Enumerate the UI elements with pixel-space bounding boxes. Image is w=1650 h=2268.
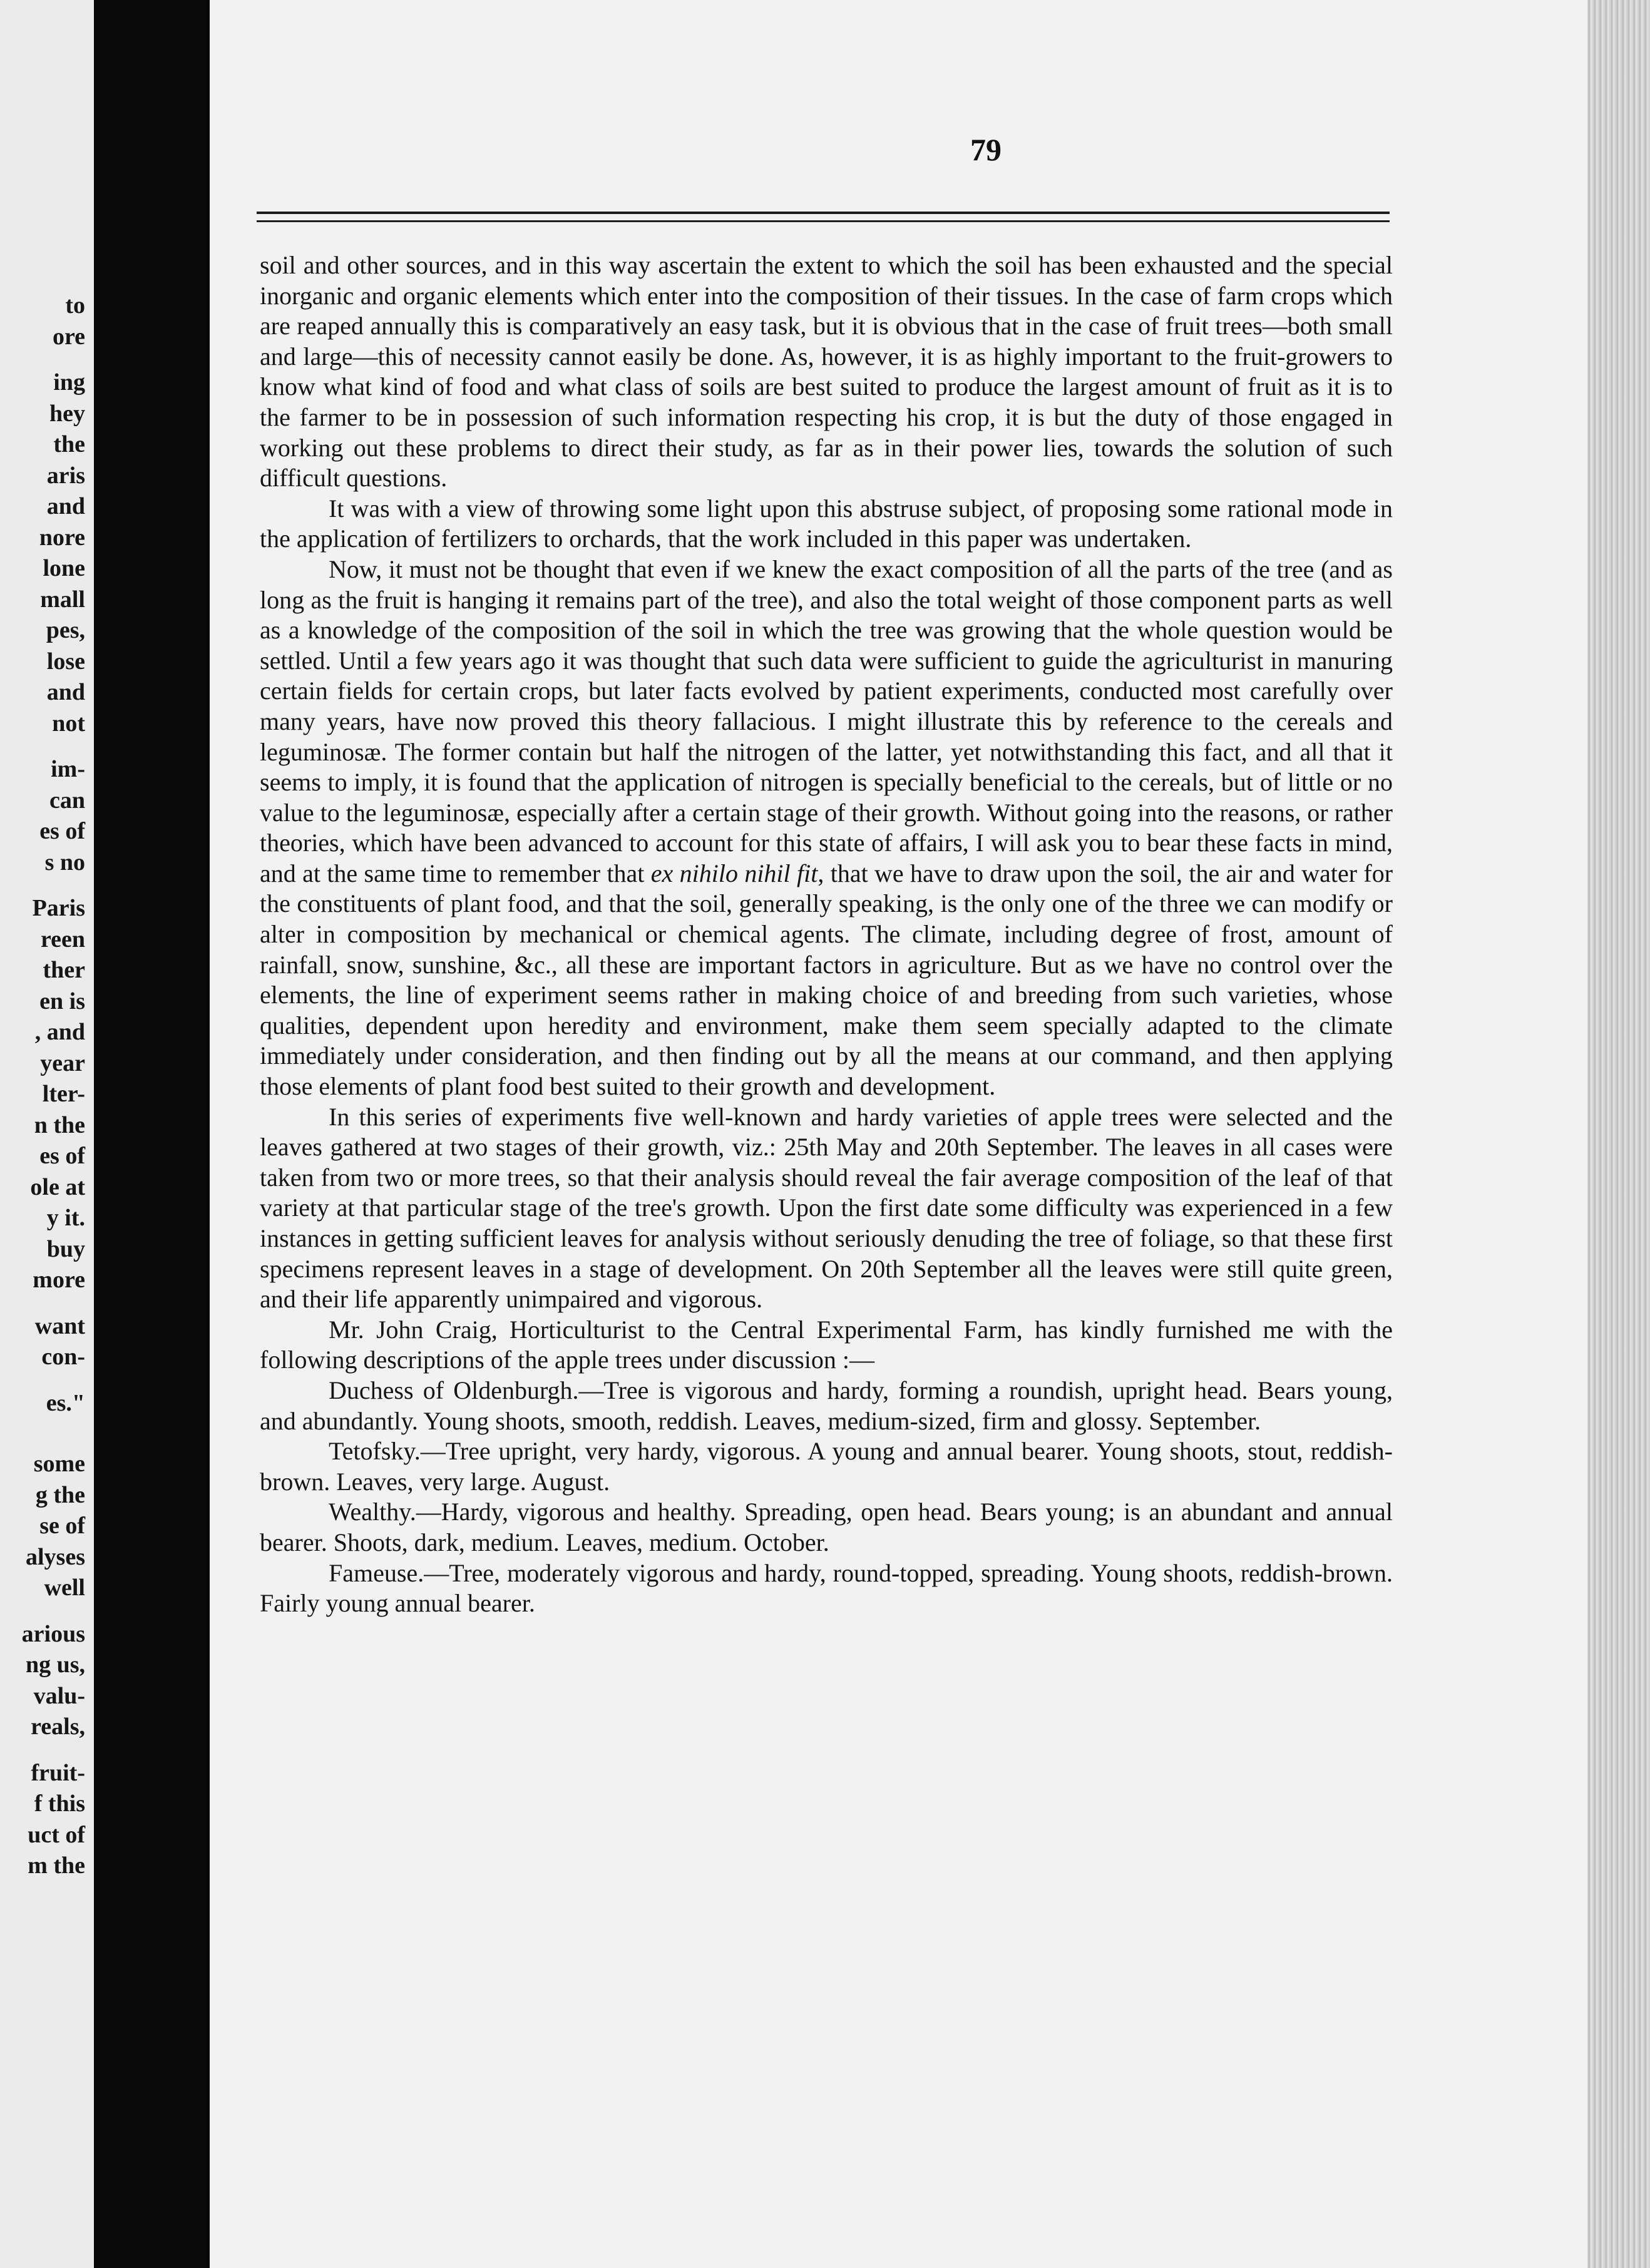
facing-page-fragment: pes, bbox=[46, 617, 85, 643]
facing-page-fragment: n the bbox=[34, 1111, 85, 1138]
facing-page-fragment: not bbox=[52, 710, 85, 737]
facing-page-fragment: es of bbox=[39, 818, 85, 844]
facing-page-text-fragments bbox=[0, 275, 94, 1882]
facing-page-fragment: and bbox=[46, 493, 85, 519]
facing-page-fragment: uct of bbox=[28, 1821, 85, 1848]
facing-page-fragment: ther bbox=[43, 957, 85, 983]
facing-page-fragment: lone bbox=[43, 555, 85, 581]
facing-page-fragment: lose bbox=[46, 648, 85, 675]
facing-page-fragment: some bbox=[33, 1451, 85, 1477]
facing-page-fragment: buy bbox=[46, 1235, 85, 1262]
facing-page-fragment: se of bbox=[39, 1513, 85, 1539]
facing-page-fragment: want bbox=[34, 1312, 85, 1339]
facing-page-fragment: reen bbox=[40, 926, 85, 953]
facing-page-fragment: nore bbox=[39, 524, 85, 551]
header-rule bbox=[257, 212, 1390, 222]
facing-page-fragment: f this bbox=[34, 1790, 85, 1817]
facing-page-fragment: ore bbox=[52, 323, 85, 350]
latin-phrase: ex nihilo nihil fit bbox=[650, 859, 818, 887]
paragraph-3-part-1: Now, it must not be thought that even if we knew the exact composition of all the parts of the tree (and as long as the fruit is hanging it remains part of the tree), and also the total weight of those component parts as well as a knowledge of the composition of the soil in which the tree was growing that the whole question would be settled. Until a few years ago it was thought that such data were sufficient to guide the agriculturist in manuring certain fields for certain crops, but later facts evolved by patient experiments, conducted most carefully over many years, have now proved this theory fallacious. I might illustrate this by reference to the cereals and leguminosæ. The former contain but half the nitrogen of the latter, yet notwithstanding this fact, and all that it seems to imply, it is found that the application of nitrogen is specially beneficial to the cereals, but of little or no value to the leguminosæ, especially after a certain stage of their growth. Without going into the reasons, or rather theories, which have been advanced to account for this state of affairs, I will ask you to bear these facts in mind, and at the same time to remember that bbox=[260, 554, 1393, 887]
facing-page-fragment: , and bbox=[34, 1019, 85, 1045]
facing-page-fragment bbox=[0, 1434, 94, 1449]
facing-page-fragment: valu- bbox=[33, 1682, 85, 1709]
page-fore-edge bbox=[1587, 0, 1650, 2268]
paragraph-1: soil and other sources, and in this way ascertain the extent to which the soil has been exhausted and the special inorganic and organic elements which enter into the composition of their tissues. In the case of farm crops which are reaped annually this is comparatively an easy task, but it is obvious that in the case of fruit trees—both small and large—this of necessity cannot easily be done. As, however, it is as highly important to the fruit-growers to know what kind of food and what class of soils are best suited to produce the largest amount of fruit as it is to the farmer to be in possession of such information respecting his crop, it is but the duty of those engaged in working out these problems to direct their study, as far as in their power lies, towards the solution of such difficult questions. bbox=[260, 251, 1393, 493]
facing-page-fragment: im- bbox=[51, 756, 85, 782]
facing-page-fragment bbox=[0, 352, 94, 367]
facing-page-fragment: es of bbox=[39, 1143, 85, 1169]
paragraph-3 bbox=[260, 554, 1393, 1102]
paragraph-3-part-2: , that we have to draw upon the soil, the air and water for the constituents of plant food, and that the soil, generally speaking, is the only one of the three we can modify or alter in composition by mechanical or chemical agents. The climate, including degree of frost, amount of rainfall, snow, sunshine, &c., all these are important factors in agriculture. But as we have no control over the elements, the line of experiment seems rather in making choice of and breeding from such varieties, whose qualities, dependent upon heredity and environment, make them seem specially adapted to the climate immediately under consideration, and then finding out by all the means at our command, and then applying those elements of plant food best suited to their growth and development. bbox=[260, 859, 1393, 1101]
facing-page-fragment: year bbox=[40, 1050, 85, 1076]
facing-page-fragment: fruit- bbox=[31, 1759, 85, 1786]
facing-page-fragment: en is bbox=[39, 988, 85, 1014]
facing-page-fragment: s no bbox=[44, 849, 85, 876]
facing-page-fragment: y it. bbox=[46, 1205, 85, 1231]
facing-page-fragment: m the bbox=[28, 1852, 85, 1879]
facing-page-edge bbox=[0, 0, 94, 2268]
facing-page-fragment bbox=[0, 1604, 94, 1619]
facing-page-fragment bbox=[0, 1373, 94, 1388]
facing-page-fragment: ole at bbox=[30, 1173, 85, 1200]
facing-page-fragment: aris bbox=[46, 462, 85, 489]
facing-page-fragment bbox=[0, 275, 94, 290]
facing-page-fragment: reals, bbox=[31, 1714, 85, 1740]
facing-page-fragment: well bbox=[44, 1575, 85, 1601]
paragraph-5: Mr. John Craig, Horticulturist to the Central Experimental Farm, has kindly furnished me with the following descriptions of the apple trees under discussion :— bbox=[260, 1315, 1393, 1374]
book-page bbox=[210, 0, 1650, 2268]
facing-page-fragment: more bbox=[33, 1267, 85, 1293]
facing-page-fragment: alyses bbox=[26, 1543, 85, 1570]
paragraph-2: It was with a view of throwing some light upon this abstruse subject, of proposing some rational mode in the application of fertilizers to orchards, that the work included in this paper was undertaken. bbox=[260, 494, 1393, 553]
facing-page-fragment: and bbox=[46, 679, 85, 705]
facing-page-fragment: ing bbox=[53, 369, 85, 396]
facing-page-fragment bbox=[0, 878, 94, 893]
variety-tetofsky: Tetofsky.—Tree upright, very hardy, vigorous. A young and annual bearer. Young shoots, stout, reddish-brown. Leaves, very large. August. bbox=[260, 1437, 1393, 1496]
facing-page-fragment: es." bbox=[46, 1389, 85, 1416]
variety-duchess: Duchess of Oldenburgh.—Tree is vigorous and hardy, forming a roundish, upright head. Bears young, and abundantly. Young shoots, smooth, reddish. Leaves, medium-sized, firm and glossy. September. bbox=[260, 1376, 1393, 1435]
facing-page-fragment: con- bbox=[41, 1344, 85, 1370]
facing-page-fragment: to bbox=[65, 292, 85, 319]
facing-page-fragment: Paris bbox=[32, 895, 85, 921]
facing-page-fragment: mall bbox=[40, 586, 85, 613]
facing-page-fragment bbox=[0, 739, 94, 754]
facing-page-fragment bbox=[0, 1419, 94, 1434]
facing-page-fragment: ng us, bbox=[25, 1652, 85, 1678]
book-gutter bbox=[100, 0, 207, 2268]
variety-fameuse: Fameuse.—Tree, moderately vigorous and hardy, round-topped, spreading. Young shoots, reddish-brown. Fairly young annual bearer. bbox=[260, 1558, 1393, 1618]
facing-page-fragment: lter- bbox=[42, 1081, 85, 1107]
facing-page-fragment bbox=[0, 1743, 94, 1758]
paragraph-4: In this series of experiments five well-known and hardy varieties of apple trees were selected and the leaves gathered at two stages of their growth, viz.: 25th May and 20th September. The leaves in all cases were taken from two or more trees, so that their analysis should reveal the fair average composition of the leaf of that variety at that particular stage of the tree's growth. Upon the first date some difficulty was experienced in a few instances in getting sufficient leaves for analysis without seriously denuding the tree of foliage, so that these first specimens represent leaves in a stage of development. On 20th September all the leaves were still quite green, and their life apparently unimpaired and vigorous. bbox=[260, 1102, 1393, 1314]
facing-page-fragment: hey bbox=[49, 400, 85, 427]
facing-page-fragment: the bbox=[53, 431, 85, 457]
facing-page-fragment bbox=[0, 1296, 94, 1311]
facing-page-fragment: can bbox=[49, 787, 85, 814]
variety-wealthy: Wealthy.—Hardy, vigorous and healthy. Spreading, open head. Bears young; is an abundant and annual bearer. Shoots, dark, medium. Leaves, medium. October. bbox=[260, 1498, 1393, 1556]
facing-page-fragment: arious bbox=[21, 1620, 85, 1647]
facing-page-fragment: g the bbox=[35, 1481, 85, 1508]
page-body bbox=[260, 250, 1393, 1619]
page-number: 79 bbox=[970, 132, 1002, 167]
